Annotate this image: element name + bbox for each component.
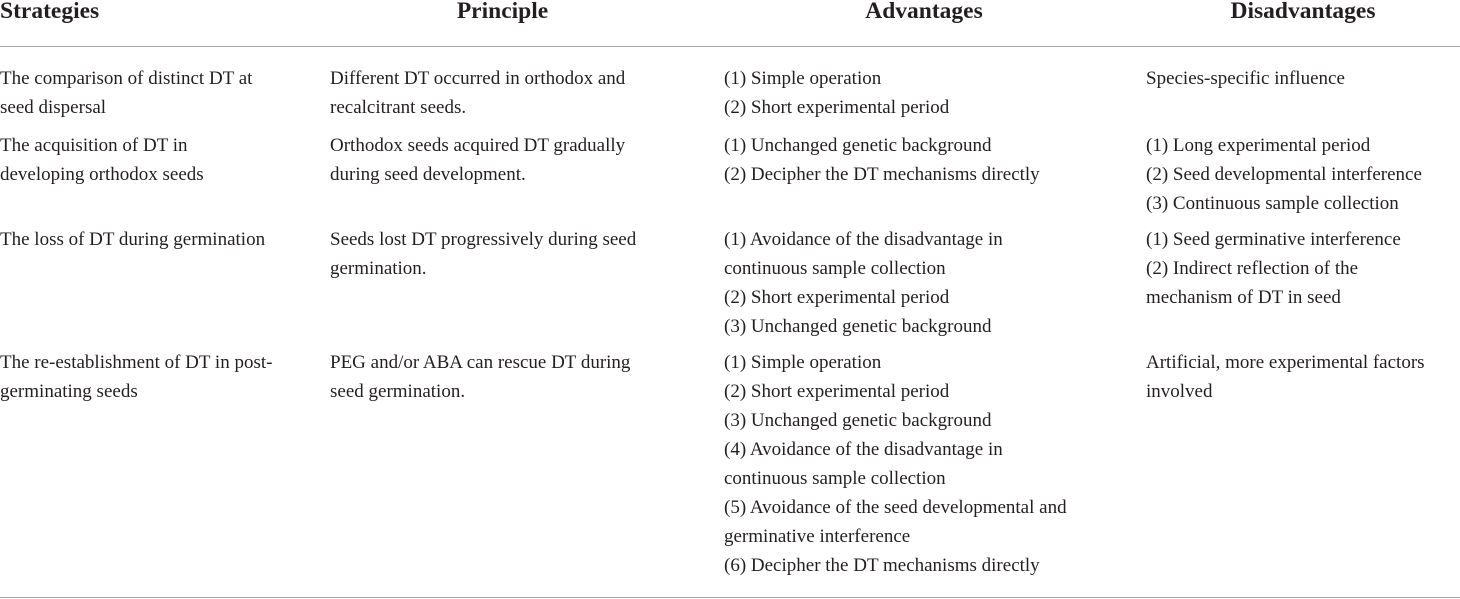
cell-line: (4) Avoidance of the disadvantage in (724, 439, 1003, 460)
cell-line: (2) Seed developmental interference (1146, 164, 1422, 185)
cell-line: germinative interference (724, 526, 911, 547)
cell-line: recalcitrant seeds. (330, 97, 467, 118)
header-advantages: Advantages (865, 0, 983, 24)
cell-line: (1) Avoidance of the disadvantage in (724, 229, 1003, 250)
cell-line: (1) Long experimental period (1146, 135, 1371, 156)
cell-line: continuous sample collection (724, 468, 946, 489)
advantages-cell (724, 348, 1134, 580)
cell-line: The re-establishment of DT in post- (0, 352, 273, 373)
advantages-cell (724, 131, 1134, 189)
strategy-cell (0, 131, 315, 189)
advantages-cell (724, 225, 1134, 341)
cell-line: mechanism of DT in seed (1146, 287, 1341, 308)
cell-line: during seed development. (330, 164, 526, 185)
disadvantages-cell (1146, 64, 1460, 93)
principle-cell (330, 131, 690, 189)
cell-line: (1) Seed germinative interference (1146, 229, 1401, 250)
cell-line: The acquisition of DT in (0, 135, 188, 156)
cell-line: continuous sample collection (724, 258, 946, 279)
header-disadvantages: Disadvantages (1230, 0, 1376, 24)
cell-line: (3) Unchanged genetic background (724, 410, 992, 431)
cell-line: (3) Unchanged genetic background (724, 316, 992, 337)
cell-line: (2) Decipher the DT mechanisms directly (724, 164, 1040, 185)
strategy-cell (0, 64, 315, 122)
cell-line: developing orthodox seeds (0, 164, 204, 185)
principle-cell (330, 348, 690, 406)
strategy-cell (0, 225, 315, 254)
cell-line: germinating seeds (0, 381, 138, 402)
cell-line: seed germination. (330, 381, 466, 402)
cell-line: Species-specific influence (1146, 68, 1345, 89)
cell-line: germination. (330, 258, 427, 279)
cell-line: (1) Simple operation (724, 68, 882, 89)
cell-line: Different DT occurred in orthodox and (330, 68, 626, 89)
cell-line: (2) Short experimental period (724, 287, 950, 308)
cell-line: (1) Unchanged genetic background (724, 135, 992, 156)
header-strategies: Strategies (0, 0, 100, 24)
cell-line: (2) Short experimental period (724, 381, 950, 402)
cell-line: (2) Short experimental period (724, 97, 950, 118)
disadvantages-cell (1146, 225, 1460, 312)
advantages-cell (724, 64, 1134, 122)
cell-line: Seeds lost DT progressively during seed (330, 229, 637, 250)
disadvantages-cell (1146, 131, 1460, 218)
table-header (0, 0, 1460, 47)
strategy-cell (0, 348, 315, 406)
cell-line: (3) Continuous sample collection (1146, 193, 1399, 214)
cell-line: seed dispersal (0, 97, 107, 118)
cell-line: (6) Decipher the DT mechanisms directly (724, 555, 1040, 576)
disadvantages-cell (1146, 348, 1460, 406)
principle-cell (330, 225, 690, 283)
cell-line: involved (1146, 381, 1213, 402)
header-principle: Principle (456, 0, 549, 24)
cell-line: Artificial, more experimental factors (1146, 352, 1425, 373)
cell-line: Orthodox seeds acquired DT gradually (330, 135, 626, 156)
cell-line: PEG and/or ABA can rescue DT during (330, 352, 631, 373)
principle-cell (330, 64, 690, 122)
bottom-rule (0, 597, 1460, 598)
cell-line: (1) Simple operation (724, 352, 882, 373)
cell-line: (2) Indirect reflection of the (1146, 258, 1359, 279)
cell-line: The loss of DT during germination (0, 229, 266, 250)
cell-line: The comparison of distinct DT at (0, 68, 253, 89)
cell-line: (5) Avoidance of the seed developmental and (724, 497, 1067, 518)
